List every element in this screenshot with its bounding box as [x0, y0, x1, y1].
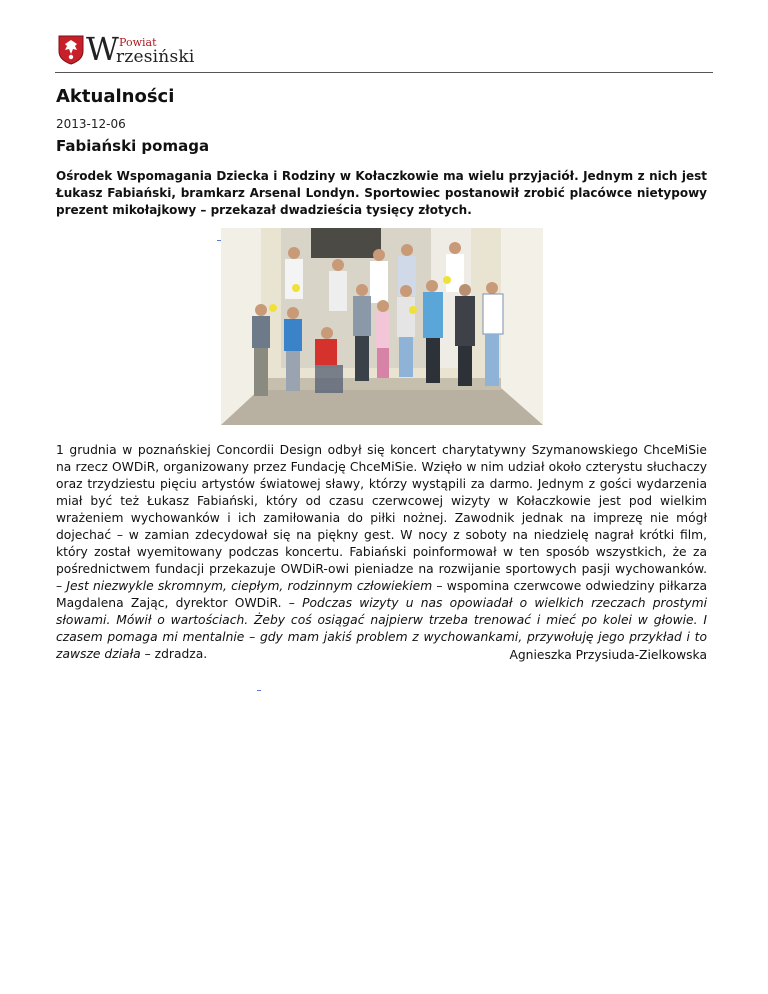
page-header [0, 0, 768, 74]
quote-1: Jest niezwykle skromnym, ciepłym, rodzinnym człowiekiem – [66, 579, 443, 593]
logo-wordmark [86, 30, 216, 68]
footer-link[interactable] [257, 690, 261, 691]
logo-powiat: Powiat [119, 36, 157, 49]
body-text-2: wspomina czerwcowe odwiedziny piłkarza Magdalena Zając, dyrektor OWDiR. – [56, 579, 708, 610]
article-author: Agnieszka Przysiuda-Zielkowska [509, 648, 707, 662]
article-photo [221, 228, 543, 425]
logo-wrzesinski: rzesiński [116, 47, 195, 67]
article-body [56, 442, 707, 663]
quote-2: Podczas wizyty u nas opowiadał o wielkich rzeczach prostymi słowami. Mówił o wartościach. Żeby coś osiągać najpierw trzeba trenować i mieć po kolei w głowie. I czasem pomaga mi mentalnie – gdy mam jakiś problem z wychowankami, przywołuję jego przykład i to zawsze działa [56, 596, 707, 661]
coat-of-arms-icon [58, 35, 84, 65]
header-divider [55, 72, 713, 73]
body-text-1: 1 grudnia w poznańskiej Concordii Design odbył się koncert charytatywny Szymanowskiego ChceMiSie na rzecz OWDiR, organizowany przez Fundację ChceMiSie. Wzięło w nim udział około czterystu słuchaczy oraz trzydziestu pięciu artystów światowej sławy, którzy wystąpili za darmo. Jednym z gości wydarzenia miał być też Łukasz Fabiański, który od czasu czerwcowej wizyty w Kołaczkowie jest pod wielkim wrażeniem wychowanków i ich zamiłowania do piłki nożnej. Zawodnik jednak na imprezę nie mógł dojechać – w zamian zdecydował się na piękny gest. W nocy z soboty na niedzielę nagrał krótki film, który został wyemitowany podczas koncertu. Fabiański poinformował w ten sposób wszystkich, że za pośrednictwem fundacji przekazuje OWDiR-owi pieniadze na rozwijanie sportowych pasji wychowanków. – [56, 443, 707, 593]
section-title: Aktualności [56, 86, 175, 107]
body-text-3: – zdradza. [140, 647, 208, 661]
article-date: 2013-12-06 [56, 117, 126, 131]
powiat-logo[interactable] [58, 30, 216, 68]
logo-initial: W [86, 30, 119, 68]
article-lead: Ośrodek Wspomagania Dziecka i Rodziny w Kołaczkowie ma wielu przyjaciół. Jednym z nich jest Łukasz Fabiański, bramkarz Arsenal Londyn. Sportowiec postanowił zrobić placówce nietypowy prezent mikołajkowy – przekazał dwadzieścia tysięcy złotych. [56, 169, 707, 217]
article-title: Fabiański pomaga [56, 137, 210, 155]
